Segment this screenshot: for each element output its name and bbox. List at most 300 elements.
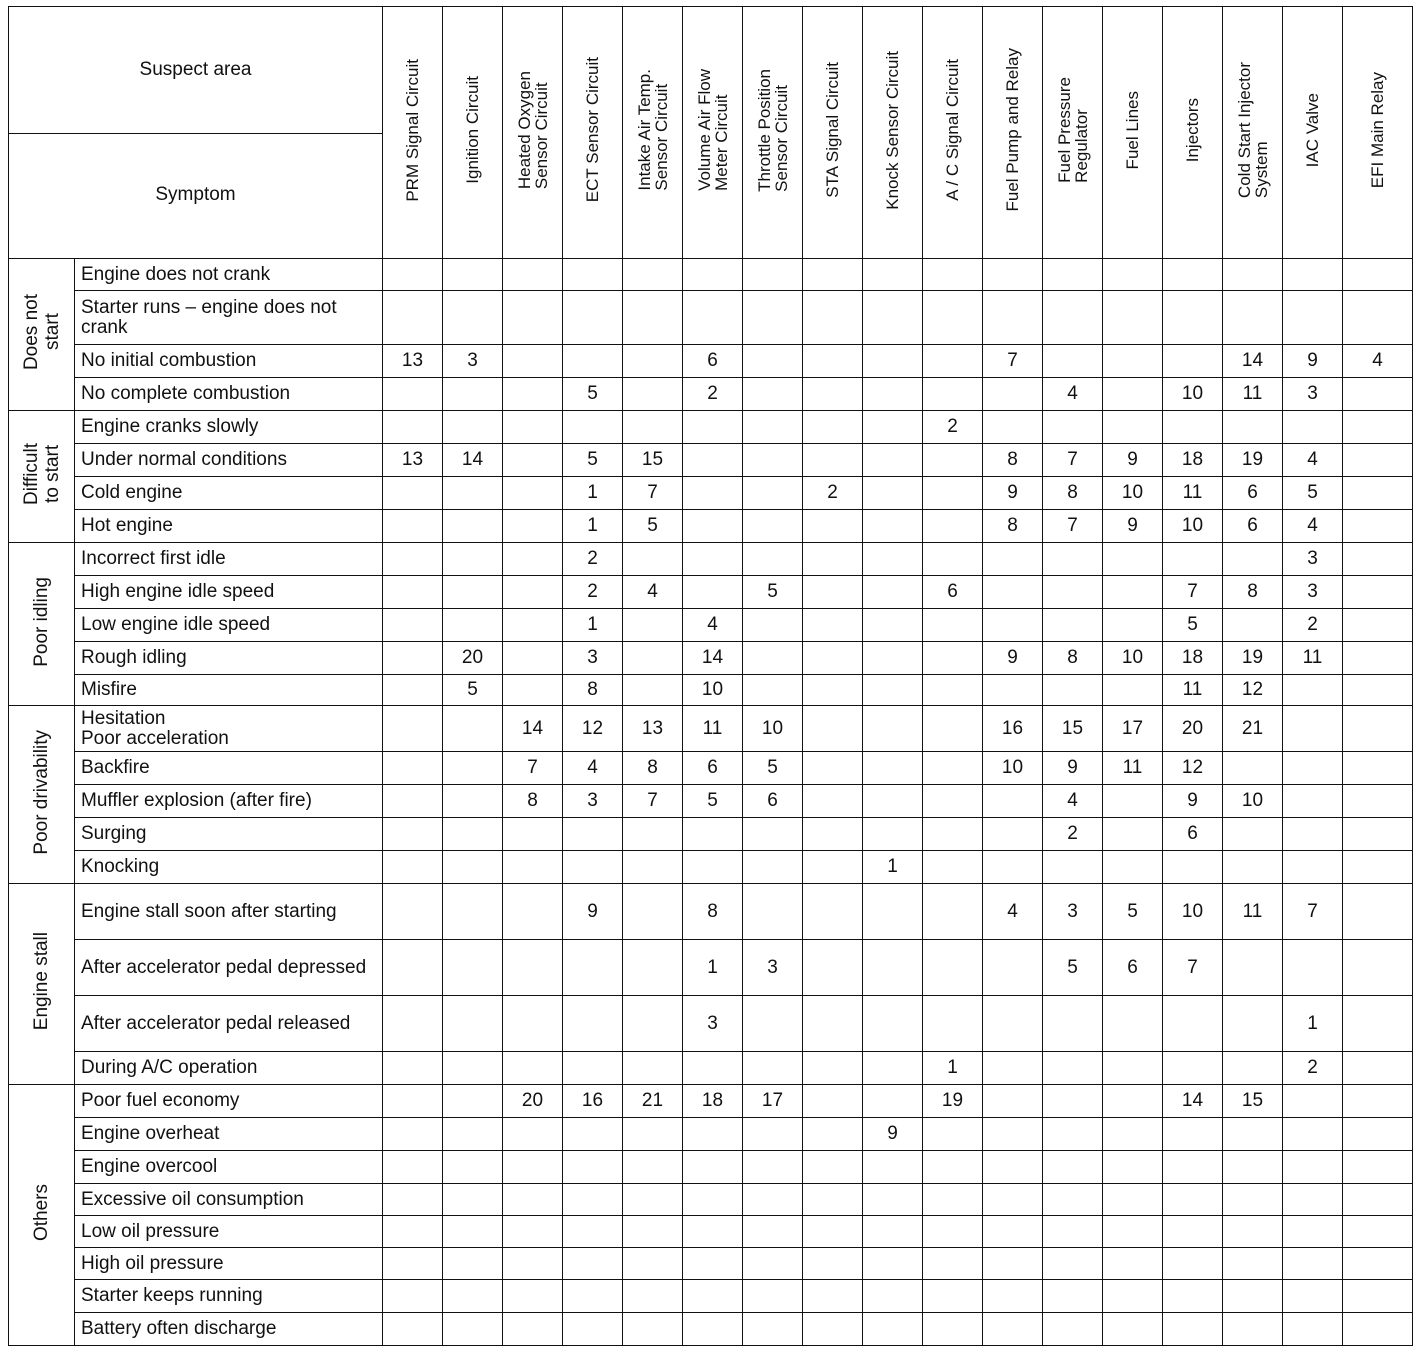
check-order-cell bbox=[383, 411, 443, 444]
check-order-cell bbox=[923, 1151, 983, 1184]
check-order-cell: 10 bbox=[983, 752, 1043, 785]
check-order-cell: 8 bbox=[503, 785, 563, 818]
check-order-cell: 20 bbox=[1163, 706, 1223, 752]
check-order-cell: 10 bbox=[1163, 510, 1223, 543]
check-order-cell bbox=[1283, 1085, 1343, 1118]
check-order-cell bbox=[1343, 818, 1413, 851]
check-order-cell bbox=[923, 642, 983, 675]
group-label: Engine stall bbox=[31, 932, 52, 1031]
check-order-cell bbox=[503, 884, 563, 940]
check-order-cell bbox=[1343, 510, 1413, 543]
check-order-cell bbox=[503, 444, 563, 477]
check-order-cell: 2 bbox=[683, 378, 743, 411]
symptom-cell: Hesitation Poor acceleration bbox=[75, 706, 383, 752]
check-order-cell bbox=[623, 378, 683, 411]
check-order-cell bbox=[383, 291, 443, 345]
check-order-cell bbox=[863, 785, 923, 818]
check-order-cell: 2 bbox=[1283, 1052, 1343, 1085]
check-order-cell bbox=[983, 378, 1043, 411]
table-row bbox=[9, 1248, 1413, 1280]
table-row bbox=[9, 1118, 1413, 1151]
check-order-cell bbox=[383, 1280, 443, 1313]
check-order-cell bbox=[1163, 1313, 1223, 1346]
check-order-cell bbox=[1343, 609, 1413, 642]
check-order-cell bbox=[1343, 785, 1413, 818]
check-order-cell bbox=[1283, 675, 1343, 706]
check-order-cell bbox=[863, 543, 923, 576]
check-order-cell bbox=[623, 1280, 683, 1313]
check-order-cell bbox=[1103, 1248, 1163, 1280]
check-order-cell bbox=[803, 411, 863, 444]
column-header-label: PRM Signal Circuit bbox=[403, 58, 422, 202]
check-order-cell: 6 bbox=[743, 785, 803, 818]
check-order-cell bbox=[863, 752, 923, 785]
check-order-cell bbox=[803, 1052, 863, 1085]
check-order-cell bbox=[623, 543, 683, 576]
suspect-area-label: Suspect area bbox=[9, 7, 382, 134]
check-order-cell: 10 bbox=[743, 706, 803, 752]
check-order-cell bbox=[623, 1118, 683, 1151]
check-order-cell bbox=[443, 291, 503, 345]
check-order-cell bbox=[803, 675, 863, 706]
column-header bbox=[1103, 7, 1163, 259]
check-order-cell bbox=[923, 785, 983, 818]
group-label: Does not start bbox=[20, 293, 63, 371]
check-order-cell: 5 bbox=[683, 785, 743, 818]
check-order-cell: 18 bbox=[1163, 444, 1223, 477]
table-row bbox=[9, 411, 1413, 444]
check-order-cell: 2 bbox=[1043, 818, 1103, 851]
check-order-cell bbox=[563, 259, 623, 291]
check-order-cell bbox=[743, 1248, 803, 1280]
check-order-cell bbox=[683, 543, 743, 576]
column-header-label: IAC Valve bbox=[1303, 92, 1322, 168]
check-order-cell bbox=[683, 259, 743, 291]
check-order-cell bbox=[1283, 1151, 1343, 1184]
column-header bbox=[383, 7, 443, 259]
check-order-cell bbox=[563, 1216, 623, 1248]
check-order-cell: 2 bbox=[803, 477, 863, 510]
group-label: Others bbox=[31, 1183, 52, 1242]
check-order-cell bbox=[803, 1151, 863, 1184]
check-order-cell bbox=[803, 609, 863, 642]
check-order-cell bbox=[1283, 1313, 1343, 1346]
check-order-cell bbox=[623, 411, 683, 444]
column-header-label: Injectors bbox=[1183, 97, 1202, 163]
check-order-cell: 20 bbox=[503, 1085, 563, 1118]
check-order-cell: 11 bbox=[1103, 752, 1163, 785]
check-order-cell bbox=[683, 1052, 743, 1085]
column-header bbox=[443, 7, 503, 259]
check-order-cell bbox=[923, 378, 983, 411]
check-order-cell: 1 bbox=[563, 510, 623, 543]
check-order-cell bbox=[443, 752, 503, 785]
check-order-cell bbox=[1043, 1313, 1103, 1346]
check-order-cell bbox=[1223, 1313, 1283, 1346]
check-order-cell bbox=[503, 543, 563, 576]
symptom-cell: Knocking bbox=[75, 851, 383, 884]
check-order-cell bbox=[803, 996, 863, 1052]
check-order-cell bbox=[1043, 1280, 1103, 1313]
check-order-cell: 12 bbox=[1163, 752, 1223, 785]
check-order-cell bbox=[563, 345, 623, 378]
check-order-cell bbox=[503, 291, 563, 345]
check-order-cell: 7 bbox=[1283, 884, 1343, 940]
table-row bbox=[9, 510, 1413, 543]
check-order-cell bbox=[1103, 1151, 1163, 1184]
check-order-cell: 20 bbox=[443, 642, 503, 675]
check-order-cell: 6 bbox=[1223, 477, 1283, 510]
check-order-cell bbox=[863, 940, 923, 996]
check-order-cell: 2 bbox=[563, 543, 623, 576]
table-row bbox=[9, 1052, 1413, 1085]
symptom-cell: Incorrect first idle bbox=[75, 543, 383, 576]
check-order-cell bbox=[683, 576, 743, 609]
check-order-cell bbox=[1343, 444, 1413, 477]
check-order-cell bbox=[383, 1216, 443, 1248]
check-order-cell bbox=[863, 1052, 923, 1085]
check-order-cell bbox=[443, 940, 503, 996]
check-order-cell: 9 bbox=[1103, 444, 1163, 477]
check-order-cell bbox=[743, 477, 803, 510]
check-order-cell bbox=[1043, 1085, 1103, 1118]
symptom-cell: Cold engine bbox=[75, 477, 383, 510]
check-order-cell bbox=[383, 1313, 443, 1346]
check-order-cell: 5 bbox=[443, 675, 503, 706]
symptom-cell: Misfire bbox=[75, 675, 383, 706]
check-order-cell bbox=[503, 675, 563, 706]
check-order-cell: 12 bbox=[563, 706, 623, 752]
check-order-cell bbox=[743, 510, 803, 543]
check-order-cell bbox=[923, 675, 983, 706]
check-order-cell bbox=[863, 1184, 923, 1216]
check-order-cell bbox=[1163, 411, 1223, 444]
symptom-cell: Backfire bbox=[75, 752, 383, 785]
symptom-cell: Starter runs – engine does not crank bbox=[75, 291, 383, 345]
check-order-cell bbox=[983, 818, 1043, 851]
check-order-cell bbox=[983, 785, 1043, 818]
check-order-cell bbox=[923, 1280, 983, 1313]
check-order-cell bbox=[1283, 1118, 1343, 1151]
group-label: Poor idling bbox=[31, 576, 52, 667]
check-order-cell bbox=[563, 996, 623, 1052]
check-order-cell bbox=[683, 818, 743, 851]
check-order-cell bbox=[503, 609, 563, 642]
check-order-cell bbox=[623, 259, 683, 291]
check-order-cell bbox=[503, 1280, 563, 1313]
check-order-cell bbox=[1343, 940, 1413, 996]
check-order-cell bbox=[923, 543, 983, 576]
check-order-cell: 14 bbox=[1163, 1085, 1223, 1118]
check-order-cell bbox=[1043, 345, 1103, 378]
check-order-cell: 12 bbox=[1223, 675, 1283, 706]
check-order-cell: 6 bbox=[683, 345, 743, 378]
check-order-cell bbox=[1343, 706, 1413, 752]
check-order-cell: 9 bbox=[983, 477, 1043, 510]
check-order-cell bbox=[683, 444, 743, 477]
check-order-cell: 3 bbox=[683, 996, 743, 1052]
check-order-cell bbox=[623, 1184, 683, 1216]
check-order-cell bbox=[563, 291, 623, 345]
check-order-cell bbox=[1283, 706, 1343, 752]
check-order-cell: 13 bbox=[383, 444, 443, 477]
check-order-cell bbox=[863, 345, 923, 378]
table-row bbox=[9, 884, 1413, 940]
check-order-cell bbox=[803, 1280, 863, 1313]
check-order-cell bbox=[383, 785, 443, 818]
check-order-cell bbox=[803, 259, 863, 291]
check-order-cell: 11 bbox=[1163, 675, 1223, 706]
symptom-cell: No initial combustion bbox=[75, 345, 383, 378]
check-order-cell: 6 bbox=[1103, 940, 1163, 996]
check-order-cell: 5 bbox=[743, 576, 803, 609]
check-order-cell bbox=[743, 378, 803, 411]
check-order-cell bbox=[1103, 851, 1163, 884]
check-order-cell bbox=[623, 1216, 683, 1248]
check-order-cell bbox=[1343, 1184, 1413, 1216]
check-order-cell bbox=[803, 1216, 863, 1248]
check-order-cell bbox=[923, 1313, 983, 1346]
check-order-cell bbox=[443, 818, 503, 851]
check-order-cell: 19 bbox=[1223, 444, 1283, 477]
check-order-cell bbox=[1343, 291, 1413, 345]
check-order-cell: 7 bbox=[1163, 940, 1223, 996]
check-order-cell bbox=[683, 1313, 743, 1346]
check-order-cell bbox=[1343, 642, 1413, 675]
check-order-cell bbox=[863, 291, 923, 345]
check-order-cell: 7 bbox=[1043, 510, 1103, 543]
check-order-cell bbox=[1103, 1184, 1163, 1216]
check-order-cell bbox=[1283, 940, 1343, 996]
table-row bbox=[9, 1313, 1413, 1346]
check-order-cell: 6 bbox=[1223, 510, 1283, 543]
check-order-cell bbox=[1283, 291, 1343, 345]
check-order-cell: 3 bbox=[563, 642, 623, 675]
column-header bbox=[563, 7, 623, 259]
check-order-cell bbox=[1223, 996, 1283, 1052]
check-order-cell bbox=[1223, 1216, 1283, 1248]
check-order-cell bbox=[623, 609, 683, 642]
check-order-cell: 3 bbox=[443, 345, 503, 378]
table-row bbox=[9, 940, 1413, 996]
check-order-cell bbox=[1343, 1052, 1413, 1085]
check-order-cell bbox=[1043, 1248, 1103, 1280]
check-order-cell bbox=[1283, 1184, 1343, 1216]
header-row bbox=[9, 7, 1413, 259]
check-order-cell bbox=[1223, 818, 1283, 851]
check-order-cell: 5 bbox=[563, 444, 623, 477]
check-order-cell: 2 bbox=[1283, 609, 1343, 642]
check-order-cell bbox=[443, 1248, 503, 1280]
check-order-cell bbox=[863, 259, 923, 291]
check-order-cell bbox=[623, 884, 683, 940]
check-order-cell bbox=[383, 576, 443, 609]
table-row bbox=[9, 259, 1413, 291]
check-order-cell bbox=[803, 706, 863, 752]
check-order-cell bbox=[1163, 851, 1223, 884]
check-order-cell bbox=[1103, 1052, 1163, 1085]
check-order-cell: 10 bbox=[1163, 378, 1223, 411]
check-order-cell: 9 bbox=[1283, 345, 1343, 378]
column-header-label: A / C Signal Circuit bbox=[943, 59, 962, 201]
check-order-cell bbox=[1283, 1216, 1343, 1248]
check-order-cell: 3 bbox=[1283, 378, 1343, 411]
check-order-cell bbox=[923, 259, 983, 291]
column-header-label: ECT Sensor Circuit bbox=[583, 57, 602, 203]
check-order-cell: 7 bbox=[1043, 444, 1103, 477]
check-order-cell bbox=[503, 1118, 563, 1151]
check-order-cell bbox=[1223, 1052, 1283, 1085]
column-header bbox=[923, 7, 983, 259]
check-order-cell bbox=[803, 1248, 863, 1280]
check-order-cell: 7 bbox=[983, 345, 1043, 378]
check-order-cell bbox=[383, 996, 443, 1052]
check-order-cell bbox=[383, 378, 443, 411]
check-order-cell bbox=[1103, 411, 1163, 444]
check-order-cell bbox=[1223, 752, 1283, 785]
check-order-cell bbox=[503, 1216, 563, 1248]
check-order-cell bbox=[863, 818, 923, 851]
check-order-cell: 3 bbox=[743, 940, 803, 996]
group-cell bbox=[9, 259, 75, 411]
check-order-cell bbox=[1223, 1118, 1283, 1151]
check-order-cell: 15 bbox=[1043, 706, 1103, 752]
check-order-cell bbox=[983, 1151, 1043, 1184]
check-order-cell: 4 bbox=[683, 609, 743, 642]
check-order-cell: 10 bbox=[1103, 642, 1163, 675]
check-order-cell bbox=[443, 1151, 503, 1184]
check-order-cell bbox=[983, 609, 1043, 642]
check-order-cell bbox=[383, 642, 443, 675]
check-order-cell bbox=[983, 1313, 1043, 1346]
check-order-cell bbox=[443, 477, 503, 510]
check-order-cell bbox=[563, 940, 623, 996]
check-order-cell bbox=[923, 818, 983, 851]
check-order-cell bbox=[983, 543, 1043, 576]
table-row bbox=[9, 785, 1413, 818]
column-header-label: Volume Air Flow Meter Circuit bbox=[694, 69, 731, 191]
symptom-cell: Rough idling bbox=[75, 642, 383, 675]
check-order-cell bbox=[503, 1151, 563, 1184]
check-order-cell bbox=[1343, 996, 1413, 1052]
group-cell bbox=[9, 1085, 75, 1346]
check-order-cell bbox=[1343, 543, 1413, 576]
column-header bbox=[1163, 7, 1223, 259]
check-order-cell bbox=[743, 411, 803, 444]
check-order-cell bbox=[623, 851, 683, 884]
check-order-cell: 9 bbox=[863, 1118, 923, 1151]
check-order-cell: 8 bbox=[563, 675, 623, 706]
check-order-cell bbox=[803, 752, 863, 785]
check-order-cell bbox=[1283, 785, 1343, 818]
check-order-cell bbox=[503, 345, 563, 378]
symptom-cell: Poor fuel economy bbox=[75, 1085, 383, 1118]
check-order-cell bbox=[503, 576, 563, 609]
check-order-cell bbox=[623, 291, 683, 345]
check-order-cell bbox=[1283, 1248, 1343, 1280]
check-order-cell bbox=[683, 510, 743, 543]
check-order-cell bbox=[503, 378, 563, 411]
check-order-cell: 3 bbox=[1043, 884, 1103, 940]
check-order-cell: 14 bbox=[1223, 345, 1283, 378]
check-order-cell bbox=[923, 510, 983, 543]
check-order-cell: 9 bbox=[1163, 785, 1223, 818]
table-row bbox=[9, 477, 1413, 510]
column-header-label: Throttle Position Sensor Circuit bbox=[754, 68, 791, 192]
check-order-cell bbox=[1343, 851, 1413, 884]
check-order-cell bbox=[923, 609, 983, 642]
check-order-cell bbox=[683, 1216, 743, 1248]
check-order-cell bbox=[443, 378, 503, 411]
check-order-cell bbox=[803, 510, 863, 543]
column-header bbox=[1343, 7, 1413, 259]
check-order-cell bbox=[1103, 609, 1163, 642]
check-order-cell: 4 bbox=[1343, 345, 1413, 378]
check-order-cell bbox=[383, 851, 443, 884]
check-order-cell bbox=[1223, 940, 1283, 996]
check-order-cell bbox=[503, 642, 563, 675]
check-order-cell bbox=[1163, 1052, 1223, 1085]
check-order-cell bbox=[503, 940, 563, 996]
check-order-cell: 9 bbox=[983, 642, 1043, 675]
check-order-cell bbox=[1043, 609, 1103, 642]
symptom-cell: High engine idle speed bbox=[75, 576, 383, 609]
table-row bbox=[9, 291, 1413, 345]
check-order-cell bbox=[923, 1184, 983, 1216]
check-order-cell: 6 bbox=[683, 752, 743, 785]
symptom-cell: Low oil pressure bbox=[75, 1216, 383, 1248]
check-order-cell bbox=[503, 259, 563, 291]
check-order-cell bbox=[863, 706, 923, 752]
check-order-cell bbox=[1283, 259, 1343, 291]
check-order-cell bbox=[1223, 1184, 1283, 1216]
check-order-cell bbox=[803, 576, 863, 609]
check-order-cell bbox=[443, 1118, 503, 1151]
check-order-cell bbox=[1223, 1280, 1283, 1313]
symptom-cell: Engine cranks slowly bbox=[75, 411, 383, 444]
check-order-cell bbox=[563, 1052, 623, 1085]
check-order-cell: 15 bbox=[1223, 1085, 1283, 1118]
check-order-cell bbox=[1343, 576, 1413, 609]
check-order-cell bbox=[1103, 675, 1163, 706]
symptom-cell: After accelerator pedal depressed bbox=[75, 940, 383, 996]
check-order-cell bbox=[503, 996, 563, 1052]
column-header-label: Knock Sensor Circuit bbox=[883, 50, 902, 210]
check-order-cell bbox=[503, 477, 563, 510]
check-order-cell: 10 bbox=[683, 675, 743, 706]
table-row bbox=[9, 818, 1413, 851]
check-order-cell: 8 bbox=[1043, 642, 1103, 675]
check-order-cell bbox=[383, 477, 443, 510]
check-order-cell bbox=[743, 1216, 803, 1248]
check-order-cell bbox=[1043, 259, 1103, 291]
check-order-cell bbox=[1223, 1151, 1283, 1184]
check-order-cell: 8 bbox=[683, 884, 743, 940]
check-order-cell bbox=[623, 1151, 683, 1184]
symptom-cell: Engine stall soon after starting bbox=[75, 884, 383, 940]
check-order-cell bbox=[1163, 1151, 1223, 1184]
check-order-cell bbox=[803, 345, 863, 378]
column-header bbox=[863, 7, 923, 259]
check-order-cell bbox=[863, 1280, 923, 1313]
check-order-cell bbox=[1343, 378, 1413, 411]
check-order-cell: 3 bbox=[1283, 576, 1343, 609]
check-order-cell bbox=[1223, 851, 1283, 884]
table-row bbox=[9, 996, 1413, 1052]
check-order-cell bbox=[743, 609, 803, 642]
check-order-cell: 3 bbox=[1283, 543, 1343, 576]
column-header-label: Heated Oxygen Sensor Circuit bbox=[514, 70, 551, 190]
